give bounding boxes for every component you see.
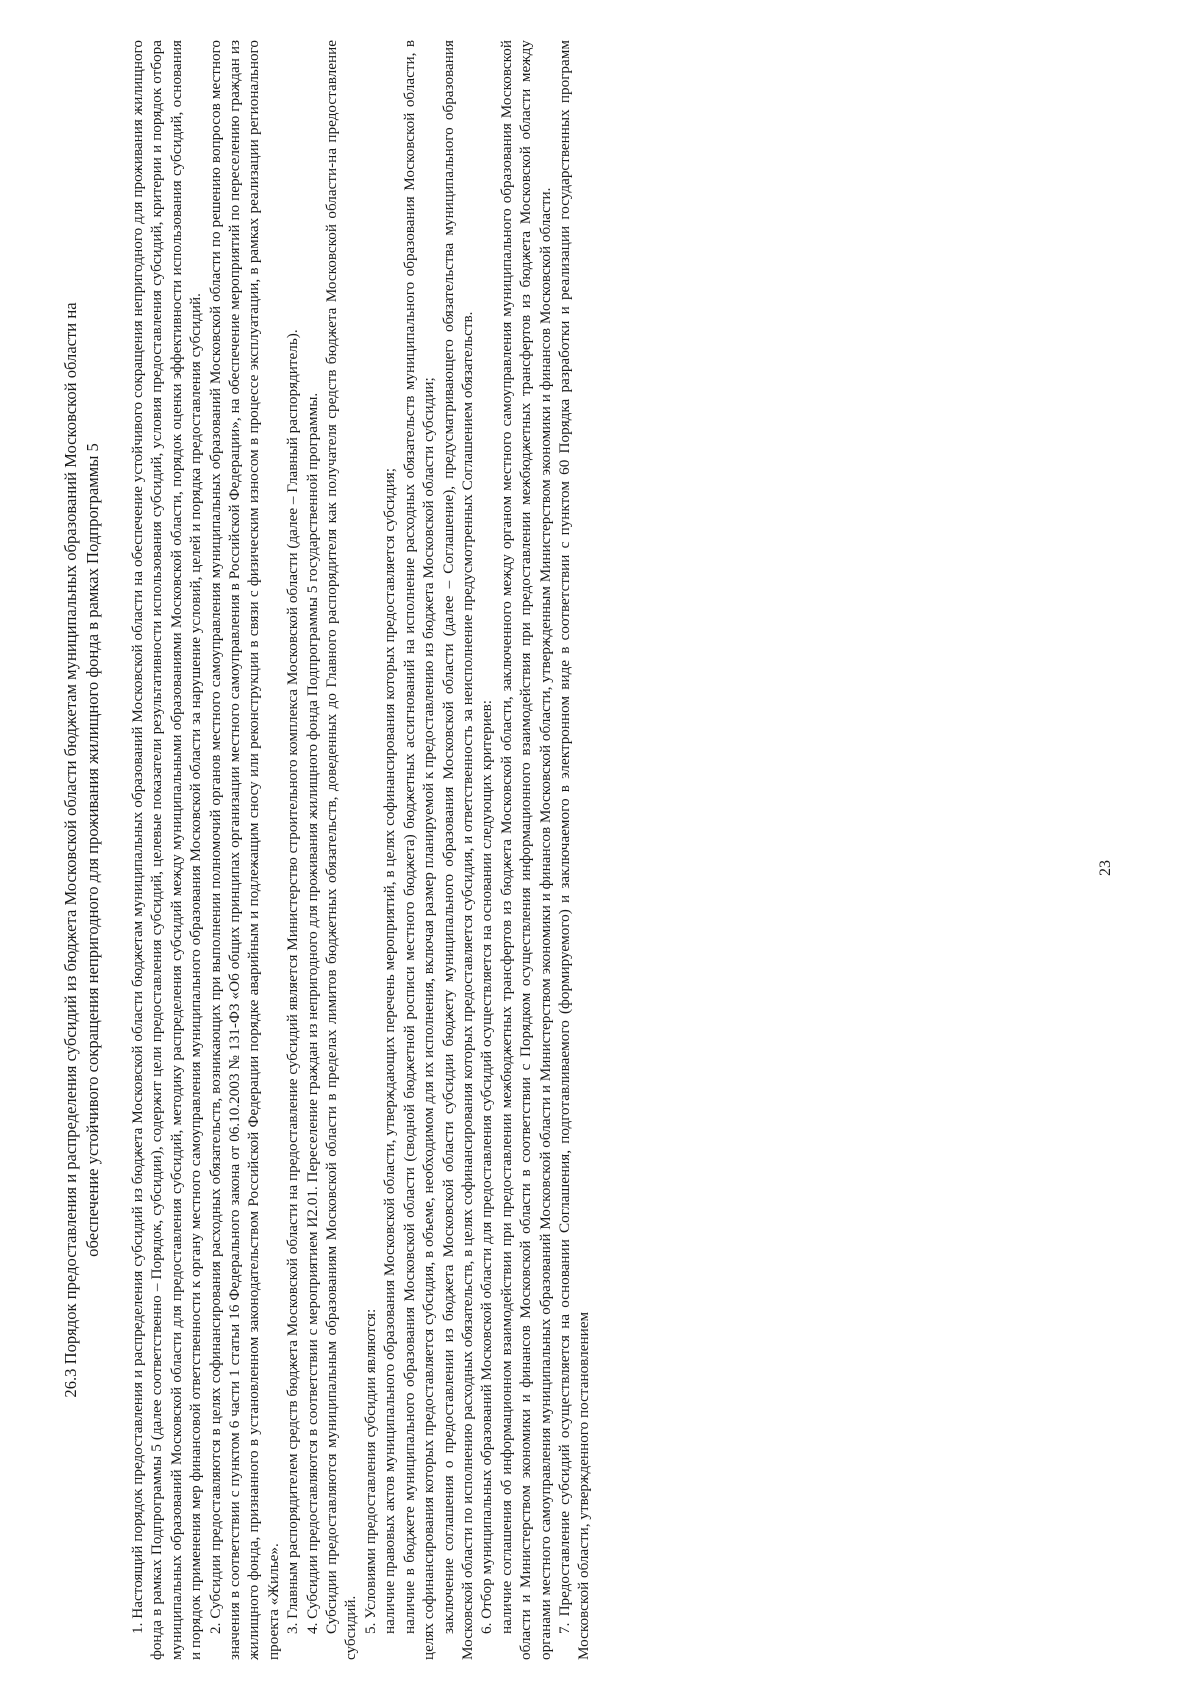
paragraph: заключение соглашения о предоставлении из бюджета Московской области субсидии бюджету муниципального образования Московской области (далее – Соглашение), предусматривающего обязательства муниципального образования Московской области по исполнению расходных обязательств, в целях софинансирования которых предоставляется субсидия, и ответственность за неисполнение предусмотренных Соглашением обязательств. bbox=[439, 40, 476, 1660]
paragraph: наличие соглашения об информационном взаимодействии при предоставлении межбюджетных трансфертов из бюджета Московской области, заключенного между органом местного самоуправления муниципального образования Московской области и Министерством экономики и финансов Московской области в соответствии с Порядком осуществления информационного взаимодействия при предоставлении межбюджетных трансфертов из бюджета Московской области между органами местного самоуправления муниципальных образований Московской области и Министерством экономики и финансов Московской области, утвержденным Министерством экономики и финансов Московской области. bbox=[497, 40, 554, 1660]
section-title bbox=[60, 40, 104, 1660]
paragraph: 7. Предоставление субсидий осуществляется на основании Соглашения, подготавливаемого (формируемого) и заключаемого в электронном виде в соответствии с пунктом 60 Порядка разработки и реализации государственных программ Московской области, утвержденного постановлением bbox=[555, 40, 593, 1660]
rotated-document-page bbox=[60, 40, 1140, 1660]
paragraph: 3. Главным распорядителем средств бюджета Московской области на предоставление субсидий является Министерство строительного комплекса Московской области (далее – Главный распорядитель). bbox=[284, 329, 302, 1634]
document-body bbox=[60, 40, 594, 1660]
page-number: 23 bbox=[1097, 860, 1114, 876]
paragraph: 5. Условиями предоставления субсидии являются: bbox=[361, 1308, 379, 1634]
paragraph: 1. Настоящий порядок предоставления и распределения субсидий из бюджета Московской области бюджетам муниципальных образований Московской области на обеспечение устойчивого сокращения непригодного для проживания жилищного фонда в рамках Подпрограммы 5 (далее соответственно – Порядок, субсидии), содержит цели предоставления субсидий, целевые показатели результативности использования субсидий, условия предоставления субсидий, критерии и порядок отбора муниципальных образований Московской области для предоставления субсидий, методику распределения субсидий между муниципальными образованиями Московской области, порядок оценки эффективности использования субсидий, основания и порядок применения мер финансовой ответственности к органу местного самоуправления муниципального образования Московской области за нарушение условий, целей и порядка предоставления субсидий. bbox=[129, 40, 205, 1660]
section-title-line-2: обеспечение устойчивого сокращения непригодного для проживания жилищного фонда в рамках Подпрограммы 5 bbox=[83, 443, 102, 1257]
paragraph: Субсидии предоставляются муниципальным образованиям Московской области в пределах лимитов бюджетных обязательств, доведенных до Главного распорядителя как получателя средств бюджета Московской области-на предоставление субсидий. bbox=[323, 40, 360, 1660]
section-title-line-1: 26.3 Порядок предоставления и распределения субсидий из бюджета Московской области бюджетам муниципальных образований Московской области на bbox=[61, 302, 80, 1398]
paragraph: 6. Отбор муниципальных образований Московской области для предоставления субсидий осуществляется на основании следующих критериев: bbox=[478, 699, 496, 1634]
paragraph: наличие в бюджете муниципального образования Московской области (сводной бюджетной росписи местного бюджета) бюджетных ассигнований на исполнение расходных обязательств муниципального образования Московской области, в целях софинансирования которых предоставляется субсидия, в объеме, необходимом для их исполнения, включая размер планируемой к предоставлению из бюджета Московской области субсидии; bbox=[400, 40, 438, 1660]
paragraph: 4. Субсидии предоставляются в соответствии с мероприятием И2.01. Переселение граждан из непригодного для проживания жилищного фонда Подпрограммы 5 государственной программы. bbox=[303, 392, 321, 1634]
paragraph: 2. Субсидии предоставляются в целях софинансирования расходных обязательств, возникающих при выполнении полномочий органов местного самоуправления муниципальных образований Московской области по решению вопросов местного значения в соответствии с пунктом 6 части 1 статьи 16 Федерального закона от 06.10.2003 № 131-ФЗ «Об общих принципах организации местного самоуправления в Российской Федерации», на обеспечение мероприятий по переселению граждан из жилищного фонда, признанного в установленном законодательством Российской Федерации порядке аварийным и подлежащим сносу или реконструкции в связи с физическим износом в процессе эксплуатации, в рамках реализации регионального проекта «Жилье». bbox=[206, 40, 282, 1660]
paragraph: наличие правовых актов муниципального образования Московской области, утверждающих перечень мероприятий, в целях софинансирования которых предоставляется субсидия; bbox=[381, 468, 399, 1634]
